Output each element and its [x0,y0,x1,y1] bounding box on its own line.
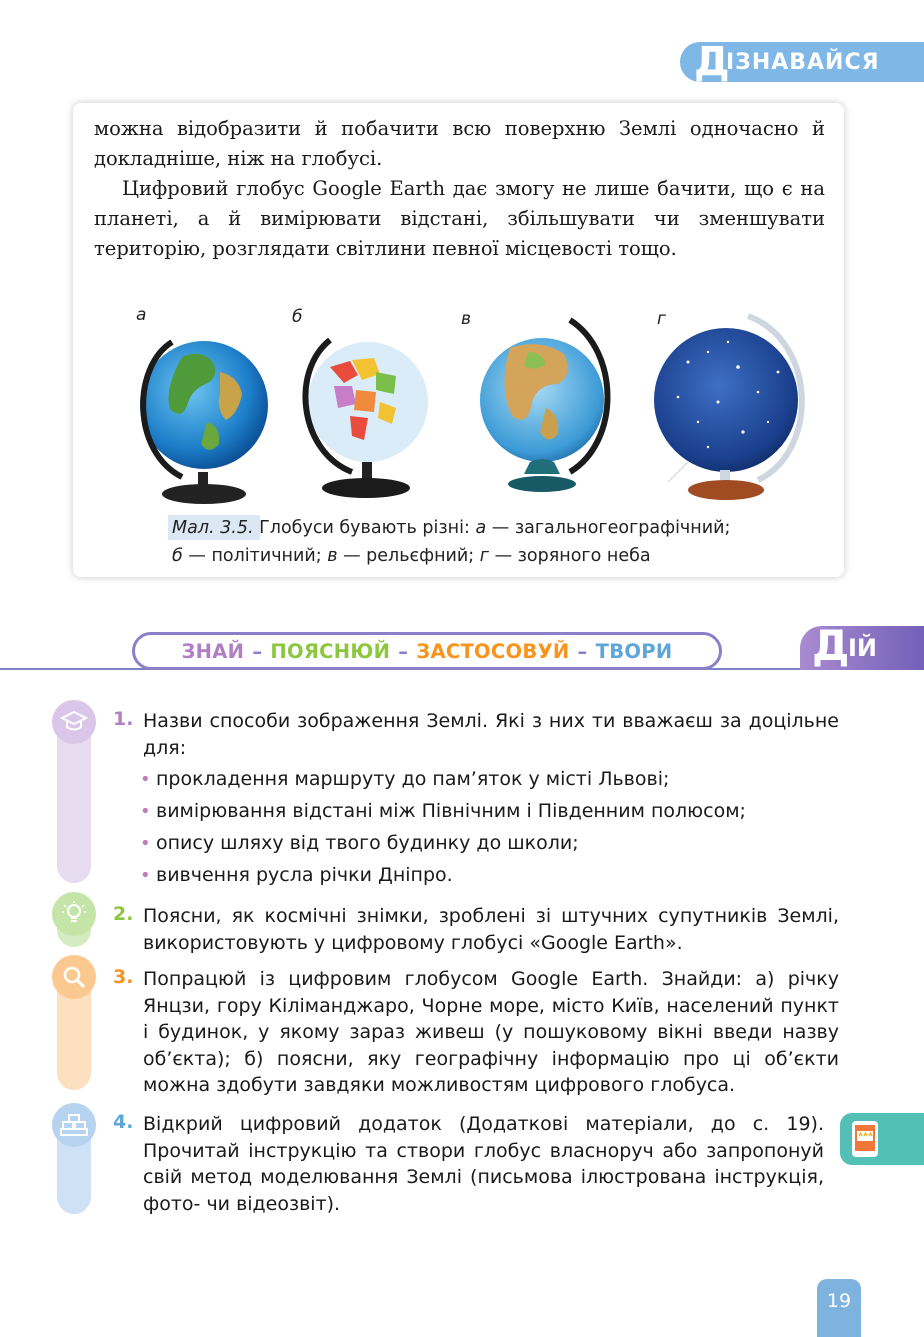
globe-label-a: а [136,305,147,325]
page-number: 19 [817,1279,861,1337]
caption-ref: Мал. 3.5. [172,518,254,538]
banner-word-tvory: ТВОРИ [595,640,673,663]
globe-general-geographic-image [122,312,282,512]
task-3-number: 3. [113,966,134,988]
globe-starry-sky-image [648,312,818,507]
section-tab-initial: Д [694,39,730,85]
banner-word-poiasniui: ПОЯСНЮЙ [270,640,391,663]
task-1-bullet-text: опису шляху від твого будинку до школи; [156,832,579,854]
task-2-number: 2. [113,903,134,925]
task-1-bullet: • опису шляху від твого будинку до школи; [140,832,579,854]
graduation-cap-icon [52,700,96,744]
caption-a: а [475,518,487,538]
globe-label-g: г [657,309,666,329]
info-paragraph-1: можна відобразити й побачити всю поверхню Землі одночасно й докладніше, ніж на глобусі. [94,117,825,170]
task-1-text: Назви способи зображення Землі. Які з них ти вважаєш за доцільне для: [143,710,839,759]
task-1-bullet: • вивчення русла річки Дніпро. [140,864,453,886]
banner-sep: – [398,640,409,663]
phone-stars-icon [848,1119,882,1159]
task-1-bullet-text: вивчення русла річки Дніпро. [156,864,453,886]
task-3-text: Попрацюй із цифровим глобусом Google Earth. Знайди: а) річку Янцзи, гору Кіліманджаро, Чорне море, місто Київ, населений пункт і будинок, у якому зараз живеш (у пошуковому вікні введи назву об’єкта); б) поясни, яку географічну інформацію про ці об’єкти можна здобути завдяки можливостям цифрового глобуса. [143,968,839,1096]
task-4-number: 4. [113,1111,134,1133]
globe-political-image [290,312,440,502]
section-tab-dii [800,621,924,670]
globe-relief-image [470,312,620,502]
task-2-text: Поясни, як космічні знімки, зроблені зі штучних супутників Землі, використовують у цифровому глобусі «Google Earth». [143,905,839,954]
caption-a-text: — загальногеографічний; [491,518,731,538]
caption-g-text: — зоряного неба [494,546,651,566]
task-1-bullet: • прокладення маршруту до пам’яток у місті Львові; [140,768,670,790]
lightbulb-icon [52,892,96,936]
caption-b-text: — політичний; [188,546,322,566]
task-4-text: Відкрий цифровий додаток (Додаткові матеріали, до с. 19). Прочитай інструкцію та створи глобус власноруч або запропонуй свій метод моделювання Землі (письмова ілюстрована інструкція, фото- чи відеозвіт). [143,1113,824,1215]
banner-text [132,632,722,670]
section-tab-diznavaisia [680,39,924,85]
banner-sep: – [252,640,263,663]
caption-b: б [172,546,183,566]
task-1-number: 1. [113,708,134,730]
digital-app-tab[interactable] [840,1113,924,1165]
magnifier-icon [52,955,96,999]
section-tab-label: ІЗНАВАЙСЯ [726,50,880,75]
task-1-bullet-text: прокладення маршруту до пам’яток у місті Львові; [156,768,670,790]
globe-label-b: б [292,307,303,327]
task-1-bullet: • вимірювання відстані між Північним і Південним полюсом; [140,800,746,822]
globe-label-v: в [461,309,472,329]
caption-v: в [327,546,338,566]
caption-g: г [479,546,489,566]
section-tab-dii-label: ІЙ [848,634,878,662]
banner-word-znai: ЗНАЙ [181,640,245,663]
banner-sep: – [577,640,588,663]
banner-word-zastosovui: ЗАСТОСОВУЙ [416,640,570,663]
section-tab-dii-initial: Д [812,621,850,670]
info-paragraph-2-text: Цифровий глобус Google Earth дає змогу не лише бачити, що є на планеті, а й вимірювати відстані, збільшувати чи зменшувати територію, розглядати світлини певної місцевості тощо. [94,177,825,260]
figure-caption [172,514,812,570]
info-paragraph-2 [94,174,825,264]
blocks-icon [52,1103,96,1147]
caption-intro: Глобуси бувають різні: [259,518,470,538]
caption-v-text: — рельєфний; [343,546,475,566]
task-1-bullet-text: вимірювання відстані між Північним і Південним полюсом; [156,800,746,822]
